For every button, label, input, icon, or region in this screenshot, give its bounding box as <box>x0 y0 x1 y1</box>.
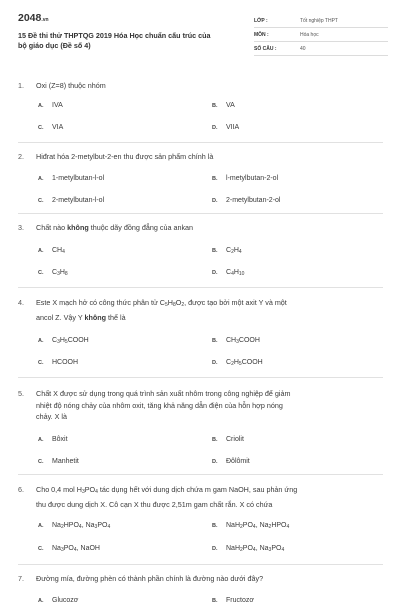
formula: $NaH_2PO_4$, $Na_2HPO_4$ <box>226 522 290 530</box>
option-a[interactable]: A. Glucozơ <box>38 597 79 604</box>
meta-row-subject <box>254 28 388 42</box>
question-number: 1. <box>18 81 24 90</box>
option-d[interactable]: D. $C_4H_{10}$ <box>212 269 245 277</box>
question-text: Chất X được sử dụng trong quá trình sản xuất nhôm trong công nghiệp để giảm nhiệt độ nóng chảy của nhôm oxit, tăng khả năng dẫn điện của hỗn hợp nóng chảy. X là <box>36 389 291 421</box>
formula: $CH_3COOH$ <box>226 337 260 345</box>
option-b[interactable]: B. $C_2H_4$ <box>212 247 242 255</box>
formula: $C_2H_4$ <box>226 247 242 255</box>
exam-title-line-1: 15 Đề thi thử THPTQG 2019 Hóa Học chuẩn cấu trúc của <box>18 31 211 40</box>
logo-suffix: .vn <box>41 17 49 23</box>
formula: $C_2H_5COOH$ <box>226 359 263 367</box>
exam-title-line-2: bộ giáo dục (Đề số 4) <box>18 40 91 50</box>
question-number: 7. <box>18 574 24 583</box>
option-c[interactable]: C. VIA <box>38 124 64 131</box>
option-a[interactable]: A. $C_3H_5COOH$ <box>38 337 89 345</box>
exam-title <box>18 31 240 50</box>
option-b[interactable]: B. $CH_3COOH$ <box>212 337 260 345</box>
option-c[interactable]: C. 2-metylbutan-l-ol <box>38 197 105 204</box>
formula: $CH_4$ <box>52 247 65 255</box>
option-a[interactable]: A. $CH_4$ <box>38 247 65 255</box>
meta-value: 40 <box>300 46 306 52</box>
divider <box>18 213 383 214</box>
question-number: 2. <box>18 152 24 161</box>
question-text: Oxi (Z=8) thuộc nhóm <box>36 81 106 90</box>
meta-row-count <box>254 42 388 56</box>
meta-key: LỚP : <box>254 18 268 24</box>
question-text: Hiđrat hóa 2-metylbut-2-en thu được sản phẩm chính là <box>36 152 214 161</box>
option-d[interactable]: D. 2-metylbutan-2-ol <box>212 197 281 204</box>
meta-value: Hóa học <box>300 32 319 38</box>
question-number: 6. <box>18 485 24 494</box>
exam-meta <box>254 14 388 56</box>
option-c[interactable]: C. $C_3H_8$ <box>38 269 68 277</box>
option-c[interactable]: C. $Na_3PO_4$, NaOH <box>38 545 100 553</box>
question-text: Cho 0,4 mol $H_3PO_4$ tác dụng hết với dung dịch chứa m gam NaOH, sau phản ứng thu được dung dịch X. Cô cạn X thu được 2,51m gam chất rắn. X có chứa <box>36 484 374 510</box>
option-d[interactable]: D. $C_2H_5COOH$ <box>212 359 263 367</box>
option-c[interactable]: C. Manhetit <box>38 458 79 465</box>
option-a[interactable]: A. IVA <box>38 102 63 109</box>
meta-key: SỐ CÂU : <box>254 46 277 52</box>
question-number: 5. <box>18 389 24 398</box>
option-b[interactable]: B. l-metylbutan-2-ol <box>212 175 279 182</box>
formula: Cho 0,4 mol $H_3PO_4$ tác dụng hết với dung dịch chứa m gam NaOH, sau phản ứng <box>36 485 298 495</box>
formula: Este X mạch hở có công thức phân tử $C_5H_8O_2$, được tạo bởi một axit Y và một <box>36 298 287 308</box>
logo-text: 2048 <box>18 12 42 24</box>
divider <box>18 142 383 143</box>
meta-key: MÔN : <box>254 32 269 38</box>
question-text: Đường mía, đường phèn có thành phần chính là đường nào dưới đây? <box>36 574 264 583</box>
formula: $Na_2HPO_4$, $Na_3PO_4$ <box>52 522 111 530</box>
option-a[interactable]: A. 1-metylbutan-l-ol <box>38 175 105 182</box>
page-header <box>18 12 388 68</box>
formula: $C_3H_8$ <box>52 269 68 277</box>
option-b[interactable]: B. Criolit <box>212 436 244 443</box>
divider <box>18 474 383 475</box>
meta-row-class <box>254 14 388 28</box>
emphasis-text: không <box>84 312 107 322</box>
formula: $Na_3PO_4$, NaOH <box>52 545 100 553</box>
option-b[interactable]: B. Fructozơ <box>212 597 254 604</box>
option-b[interactable]: B. $NaH_2PO_4$, $Na_2HPO_4$ <box>212 522 290 530</box>
option-d[interactable]: D. VIIA <box>212 124 240 131</box>
divider <box>18 287 383 288</box>
option-a[interactable]: A. Bôxit <box>38 436 68 443</box>
site-logo[interactable] <box>18 12 49 24</box>
formula: $C_4H_{10}$ <box>226 269 245 277</box>
question-number: 4. <box>18 298 24 307</box>
emphasis-text: không <box>67 223 89 232</box>
formula: $NaH_2PO_4$, $Na_3PO_4$ <box>226 545 285 553</box>
divider <box>18 377 383 378</box>
question-text: Chất nào không thuộc dãy đồng đẳng của ankan <box>36 223 194 232</box>
formula: HCOOH <box>52 359 79 366</box>
option-d[interactable]: D. Đôlômit <box>212 458 250 465</box>
meta-value: Tốt nghiệp THPT <box>300 18 338 24</box>
option-d[interactable]: D. $NaH_2PO_4$, $Na_3PO_4$ <box>212 545 285 553</box>
divider <box>18 564 383 565</box>
option-b[interactable]: B. VA <box>212 102 235 109</box>
option-c[interactable]: C. HCOOH <box>38 359 79 366</box>
question-text: Este X mạch hở có công thức phân tử $C_5H_8O_2$, được tạo bởi một axit Y và một ancol Z. Vậy Y không thể là <box>36 297 374 323</box>
option-a[interactable]: A. $Na_2HPO_4$, $Na_3PO_4$ <box>38 522 111 530</box>
formula: $C_3H_5COOH$ <box>52 337 89 345</box>
question-number: 3. <box>18 223 24 232</box>
